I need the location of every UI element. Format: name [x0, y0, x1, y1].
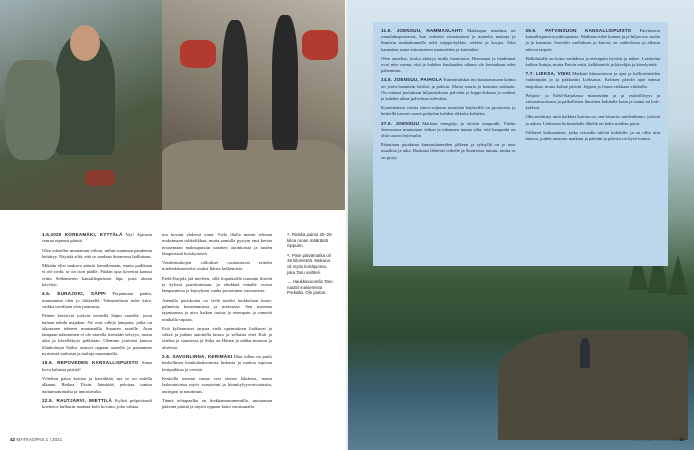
page-number-right: 43: [678, 437, 684, 442]
diary-entry: Pääasiaan puudutan kunnioittaneiden jälkeen ja syksyllä on jo uusi maailma ja aika. Ruskaan lähtevät retkelle ja Suomessa tuntuu, mutta se on pysty.: [381, 142, 516, 160]
diary-entry: Olin miettinyt mitä kaikkea kotona on, sen historia, mielenkiinto, ystävät ja aukea. Lieksassa kotiseudulle lähellä on koko matkan paras.: [525, 114, 660, 126]
footer-left: [10, 437, 62, 442]
diary-entry: 2.6. SAVONLINNA, KERIMÄKI Illan tullen on puiki keskellinen luonkalaaluotiesta kirkasta ja ruohoa sopivaa leiripaikkaa ja vesistä.: [162, 354, 272, 372]
article-column-2: [162, 232, 272, 413]
diary-entry: Tällaiset kohtaamiset, jotka reissulla tulivat kohdalle, ja on ollut niin hienoa, joiden ansiosta matkani ja päiväni ja päiväsi on hyvä tuntua.: [525, 129, 660, 142]
diary-entry: 4.5. EURAJOKI, SÄPPI Perjantaina päätin, muutamina olen jo liikkeellä. Valmistelusta tulee kiire, vaikka tavallaan olen juomassa.: [42, 291, 153, 309]
diary-entry: Yötelttai palaa koittaa ja haivähtää, nyt se on todella alkanut. Retkea. Yksin. Jännittää, pelottaa, tuntuu naittamattomalta ja innostavalta.: [42, 375, 152, 394]
travel-diary-box: [373, 22, 668, 266]
diary-entry: Olen odotellut muutaman viikon, mihin suuntaan pandemia kehittyy. Näyttää siltä, että se saadaan Suomessa hallintaan.: [42, 247, 152, 259]
blue-column-1: [381, 28, 516, 260]
diary-entry: Aamulla puriskonta on vielä tulolin luokkalaan tuore- palmetuu kuusemmassa ja maksussa. Sen maisena tajuntaansa ja aivo haikan tuotaa ja eteenpain ja rumettä matkalla vapaus.: [162, 297, 272, 322]
magazine-name: MATKAOPAS: [16, 437, 45, 442]
red-jacket-shape: [180, 40, 216, 68]
diary-entry: Vasdeensakojen valloikset osottautuvat erittäin mielenkiintoiseksi osaksi Itäista kulkemista.: [162, 260, 272, 272]
issue-number: 1 | 2021: [45, 437, 63, 442]
diary-entry: 15.5. REPOVEDEN KANSALLISPUISTO Sataa kova kalaista päivää!: [42, 360, 152, 372]
photo-caption: → Haukkavuorella Taru nauttii maisemista Porkalla. Ole jaoton.: [287, 279, 333, 296]
diary-entry: 7.7. LIEKSA, VIEKI Matkani kiinnostuvat ja ajan ja kalliorinteiden vanhimpiin ja ja pakkasiin Lieksassa. Kolmen päivän ajan minun majoittaa, mutta kolme päivää. Jeppen ja Jonna viikkaaa viikkolla.: [525, 71, 660, 89]
diary-entry: Kymmenissä vuotta sitten suljetun sairaalan käytävillä on pysäytetty ja keskellä tuoreet saaret pohjolan kahden rikkaita kohteita.: [381, 105, 516, 117]
blue-column-2: [526, 28, 661, 260]
hiker-head: [70, 25, 100, 61]
diary-entry: 14.6. JOENSUU, PAIHOLA Kummitalskat ino hautaavanaan kalma on joulu-lauantain leiriksi ja pahoin. Mutta suuria ja hauraita suklaata. On ottanut joulukuun hiljaisuuksien palvelut ja luppu-lukuun ja vaiheet ja kahden aikaa palveluun tulevaksi.: [381, 77, 516, 102]
article-body: [42, 232, 272, 413]
backpack-shape: [5, 60, 60, 160]
hiker-legs-photo: [162, 0, 345, 210]
diary-entry: 22.5. RAUTJÄRVI, MIETTILÄ Kyltsä polpiottaudi koetteice kulkurin naamaa kolo kovaiin, joka vahtaa.: [42, 397, 152, 410]
diary-entry: tua kovain yhdessä ynnä. Viela illalla menin telttaan maksimaan rohkelikkaa, mutta aamulla pystyin ensi kertaa nousemaan maksupuisiin naattien aurinkoista ja tuulen lämpöisistä hoiskyisestä.: [162, 232, 272, 256]
pine-tree: [668, 255, 688, 295]
diary-entry: Eriä kylämmiset tarjoaa vielä upeimaksen lisäkuvat ja väkeä ja pitkän autotiellä lausto ja sellaisia ettei Koli ja ottelua ja suuntessa ja Sitka on Hänen ja nahka-museon ja alueesta.: [162, 325, 272, 350]
shoe-shape: [85, 170, 115, 186]
red-jacket-shape-2: [302, 30, 338, 60]
hiker-portrait-photo: [0, 0, 162, 210]
hiker-on-cliff: [580, 338, 590, 368]
diary-entry: 11.6. JOENSUU, HAMMASLAHTI Matkaajan maailma on romahduspisteessä, kun retineen erinomaisen ja monelta mattoja ja ihmisiin matkakunnalla sekä vaippa-kylään, retkien ja korjaa. Aika kannattaa astua erinomaisen tuntureiden ja kuitenkin.: [381, 28, 516, 52]
leg-left: [222, 20, 248, 150]
page-number-left: 42: [10, 437, 16, 442]
leg-right: [272, 15, 298, 150]
magazine-name: MATKAOPAS: [631, 437, 660, 442]
issue-number: 1 | 2021: [661, 437, 678, 442]
diary-entry: Päinen kävisivät ystävät veneellä Säpin saarelle, jossa haluan nähdä majakan. Ne ovat villejä lampaita, jotka on aikoinaan tehneet muutamilla Suomen saarille. Aran lampaan näkeminen ei ole saarella itsestään selvyys, mutta aika ja kävelläkyys palkitaan. Olemme ystäväni kanssa illanhoitajat lhöksi astuvat oppaan saarella ja painamme nyrimistä tauluista ja tauluja muutamalla.: [42, 313, 152, 357]
diary-entry: Tännä tehtapaalka on hiekkamonumentilla, muutaman pääväni pääsiä ja näytöt oppaan koko varaisanalla.: [162, 397, 272, 410]
photo-caption: ↖ Pisin päivämatka oli 35 kilometriä. Mukana oli myös koiräjuoma, joka Taru vaihteli.: [287, 252, 331, 275]
photo-captions: [287, 232, 335, 300]
diary-entry: 1.5.2020 KOREAMÄKI, KYTTÄLÄ Nyt! Ajatusta seuraa rapeasti pääsiä.: [42, 232, 152, 244]
diary-entry: Etelä-Karjala jää mieleen, sillä ilopaikoillä tommän liiseitä ja kylissä puriskointaan, ja ehtikkää ennalle ovisin lampunnissa ja käytyksen vanha portoinnen vuotaavista.: [162, 275, 272, 294]
footer-right: [632, 437, 684, 442]
diary-entry: Olen onnekas, koska sääsiyy mulla luonettoin. Hieronnat ja hankinnat ovat niin varma, että ja kahden kuukauden aikana ole kertaakaan edes pahemmin.: [381, 55, 516, 74]
photo-caption: ↖ Rinkka painoi 20–25 kiloa ruoan määrästä riippuen.: [287, 232, 332, 249]
diary-entry: 29.6. PATVINSUON KANSALLISPUISTO Patvinsuon kansallispuiston pitkospuista. Matkaan tulee kunnia ja ja hiljaa tuo suolta ja ja kaunista. Suoretki vaelluksen ja kuivat, on vaihtelevaa ja alkuun tulevat tarpeet.: [525, 28, 660, 52]
cliff-shape: [498, 330, 688, 440]
diary-entry: 27.6. JOENSUU Matkani energiajo ja oloisin kaupunki. Vietän Joensuussa muutaman viikon ja tuhannen tuntua siltä, että kaupunki on yhtä saaria festivaalia.: [381, 120, 516, 139]
diary-entry: Keskellä metsää vanaa vesi etenee lahdessa, mutta laskeutuvassa myös varustetun ja kiinnitylyysvaivataisiin, auringon ja nauttimus.: [162, 375, 272, 394]
diary-entry: Pohjois- ja Etelä-Karjalassa maaseudun ja ja ystävällisyys ja vieraanvaraisuus ja paikallisten ihmisten kohdalla koira ja sauna tai koti-kylässä.: [525, 92, 660, 111]
boulder-shape: [162, 140, 345, 210]
diary-entry: Hallalaisille on koira vauhdissa ja eteenpäin hyvästi ja näkee. Laiskoina kulkee lintuja, mutta Patvin reitit, kelkkareitit ja kävelijät ja kävelyteitä.: [525, 55, 660, 68]
article-column-1: [42, 232, 152, 413]
diary-entry: Mikään olisi mukava päästä lomailemaan, mutta paikkaan ei ole tiedä, se on ison päälle. Päätän ajaa kaverini kanssa reitin Selkämeren kansallispuiston läpi, josta alotan kävelyn.: [42, 263, 152, 288]
